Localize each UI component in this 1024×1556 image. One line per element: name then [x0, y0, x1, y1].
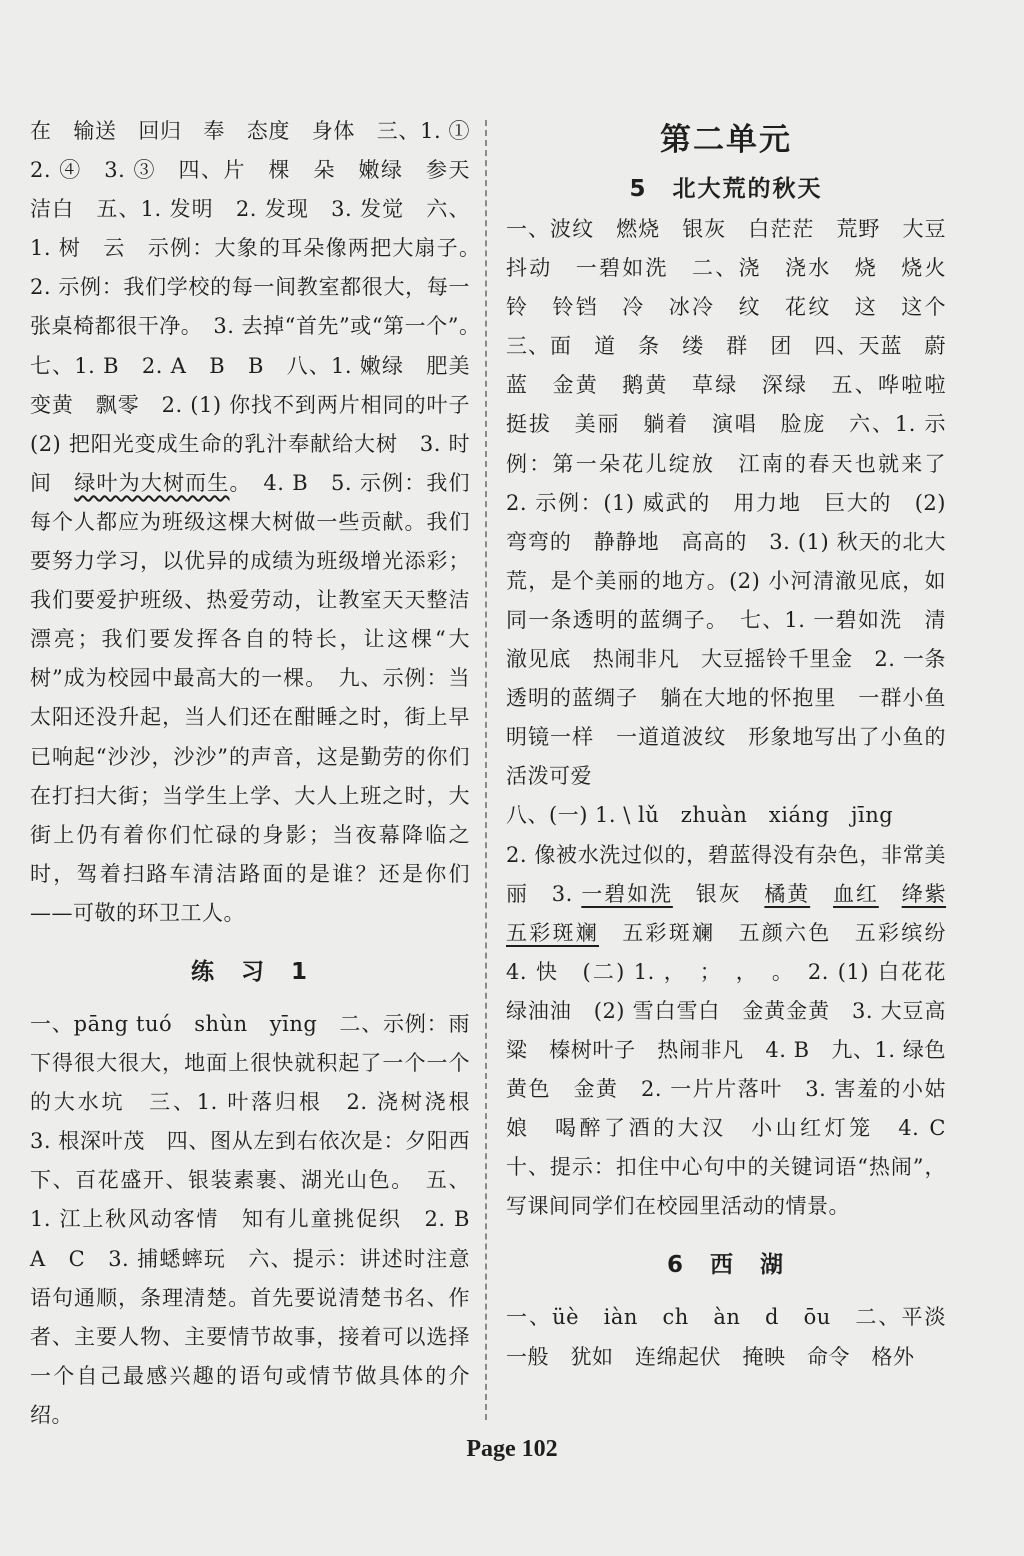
answer-text: 银灰	[672, 881, 765, 906]
wavy-underlined-text: 绿叶为大树而生	[74, 470, 230, 495]
unit-title: 第二单元	[660, 122, 792, 158]
underlined-text: 绛紫	[901, 881, 947, 906]
answer-text: 。 4. B 5. 示例：我们每个人都应为班级这棵大树做一些贡献。我们要努力学习，以优异的成绩为班级增光添彩；我们要爱护班级、热爱劳动，让教室天天整洁漂亮；我们要发挥各自的特长，让这棵“大树”成为校园中最高大的一棵。 九、示例：当太阳还没升起，当人们还在酣睡之时，街上早已响起“沙沙，沙沙”的声音，这是勤劳的你们在打扫大街；当学生上学、大人上班之时，大街上仍有着你们忙碌的身影；当夜幕降临之时，驾着扫路车清洁路面的是谁？还是你们——可敬的环卫工人。	[30, 470, 471, 925]
column-divider	[485, 120, 487, 1420]
lesson-title: 5 北大荒的秋天	[629, 176, 823, 202]
page-number: Page 102	[466, 1436, 558, 1462]
answer-text: 五彩斑斓 五颜六色 五彩缤纷 4. 快 (二) 1. ， ； ， 。 2. (1) 白花花 绿油油 (2) 雪白雪白 金黄金黄 3. 大豆高粱 榛树叶子 热闹非凡 4. B 九、1. 绿色 黄色 金黄 2. 一片片落叶 3. 害羞的小姑娘 喝醉了酒的大汉 小山红灯笼 4. C 十、提示：扣住中心句中的关键词语“热闹”，写课间同学们在校园里活动的情景。	[506, 920, 968, 1219]
answer-text: 2. 像被水洗过似的，碧蓝得没有杂色，非常美丽 3.	[506, 842, 946, 906]
section-heading: 练 习 1	[190, 958, 309, 985]
pinyin-line: 八、(一) 1. \ lǔ zhuàn xiáng jīng	[506, 803, 894, 828]
underlined-text: 五彩斑斓	[506, 920, 599, 945]
answer-text	[879, 882, 902, 906]
answer-paragraph: 一、üè iàn ch àn d ōu 二、平淡 一般 犹如 连绵起伏 掩映 命令 格外	[506, 1305, 968, 1369]
answer-text: 在 输送 回归 奉 态度 身体 三、1. ① 2. ④ 3. ③ 四、片 棵 朵 嫩绿 参天 洁白 五、1. 发明 2. 发现 3. 发觉 六、1. 树 云 示例：大象的耳朵像两把大扇子。 2. 示例：我们学校的每一间教室都很大，每一张桌椅都很干净。 3. 去掉“首先”或“第一个”。 七、1. B 2. A B B 八、1. 嫩绿 肥美 变黄 飘零 2. (1) 你找不到两片相同的叶子 (2) 把阳光变成生命的乳汁奉献给大树 3. 时间	[30, 119, 492, 495]
answer-text	[810, 882, 833, 906]
answer-paragraph	[30, 112, 492, 933]
underlined-text: 一碧如洗	[581, 881, 673, 906]
answer-paragraph	[506, 836, 968, 1227]
right-column	[506, 112, 968, 1377]
answer-paragraph: 一、波纹 燃烧 银灰 白茫茫 荒野 大豆 抖动 一碧如洗 二、浇 浇水 烧 烧火 铃 铃铛 冷 冰冷 纹 花纹 这 这个 三、面 道 条 缕 群 团 四、天蓝 蔚蓝 金黄 鹅黄 草绿 深绿 五、哗啦啦 挺拔 美丽 躺着 演唱 脸庞 六、1. 示例：第一朵花儿绽放 江南的春天也就来了 2. 示例：(1) 威武的 用力地 巨大的 (2) 弯弯的 静静地 高高的 3. (1) 秋天的北大荒，是个美丽的地方。(2) 小河清澈见底，如同一条透明的蓝绸子。 七、1. 一碧如洗 清澈见底 热闹非凡 大豆摇铃千里金 2. 一条透明的蓝绸子 躺在大地的怀抱里 一群小鱼 明镜一样 一道道波纹 形象地写出了小鱼的活泼可爱	[506, 217, 968, 789]
lesson-title: 6 西 湖	[666, 1252, 785, 1279]
answer-text	[946, 882, 968, 906]
underlined-text: 血红	[833, 881, 879, 906]
underlined-text: 橘黄	[764, 881, 811, 906]
left-column	[30, 112, 492, 1435]
answer-paragraph: 一、pāng tuó shùn yīng 二、示例：雨下得很大很大，地面上很快就积起了一个一个的大水坑 三、1. 叶落归根 2. 浇树浇根 3. 根深叶茂 四、图从左到右依次是：夕阳西下、百花盛开、银装素裹、湖光山色。 五、1. 江上秋风动客情 知有儿童挑促织 2. B A C 3. 捕蟋蟀玩 六、提示：讲述时注意语句通顺，条理清楚。首先要说清楚书名、作者、主要人物、主要情节故事，接着可以选择一个自己最感兴趣的语句或情节做具体的介绍。	[30, 1011, 492, 1427]
